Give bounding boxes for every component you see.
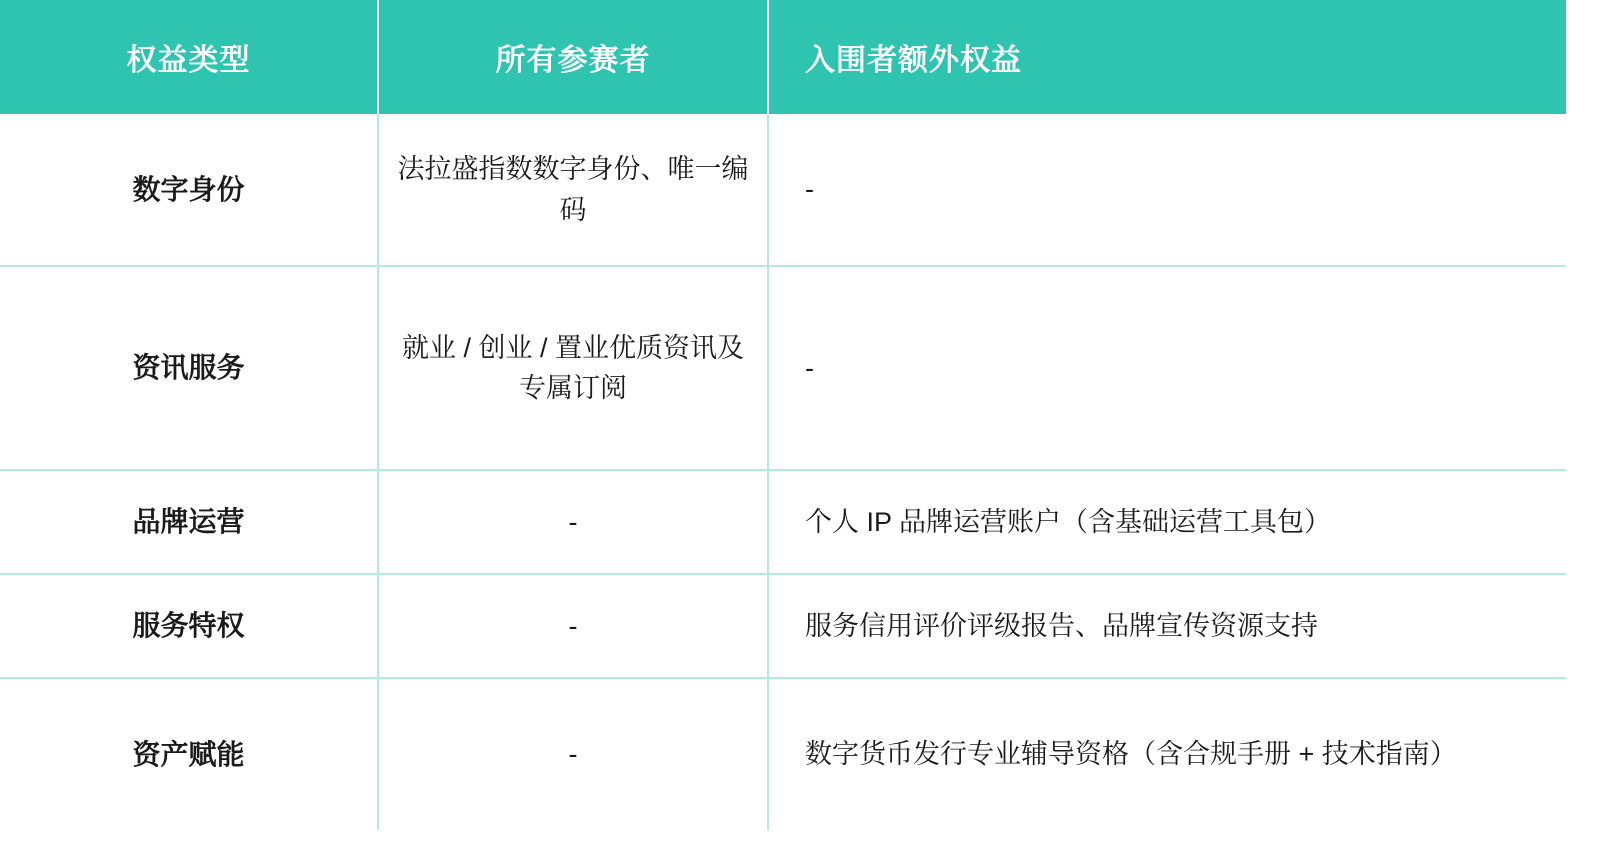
table-header-row [0,0,1566,114]
cell-benefit-type: 资产赋能 [0,678,378,830]
cell-finalist-extra: 数字货币发行专业辅导资格（含合规手册 + 技术指南） [805,739,1457,770]
cell-benefit-type: 资讯服务 [0,266,378,470]
cell-finalist-extra: 服务信用评价评级报告、品牌宣传资源支持 [768,574,1566,678]
cell-benefit-type: 品牌运营 [0,470,378,574]
cell-benefit-type: 数字身份 [0,114,378,266]
cell-all-participants: 法拉盛指数数字身份、唯一编码 [378,114,768,266]
cell-finalist-extra: - [768,266,1566,470]
table-row [0,678,1566,830]
column-header-benefit-type: 权益类型 [0,0,378,114]
column-header-finalist-extra: 入围者额外权益 [768,0,1566,114]
cell-all-participants: - [378,678,768,830]
cell-all-participants: - [378,470,768,574]
table-row [0,266,1566,470]
table-row [0,114,1566,266]
cell-finalist-extra: 个人 IP 品牌运营账户（含基础运营工具包） [768,470,1566,574]
cell-all-participants: 就业 / 创业 / 置业优质资讯及专属订阅 [378,266,768,470]
table-row [0,574,1566,678]
table-body [0,114,1566,830]
table-row [0,470,1566,574]
cell-finalist-extra: - [768,114,1566,266]
table-header [0,0,1566,114]
cell-benefit-type: 服务特权 [0,574,378,678]
cell-all-participants: - [378,574,768,678]
column-header-all-participants: 所有参赛者 [378,0,768,114]
